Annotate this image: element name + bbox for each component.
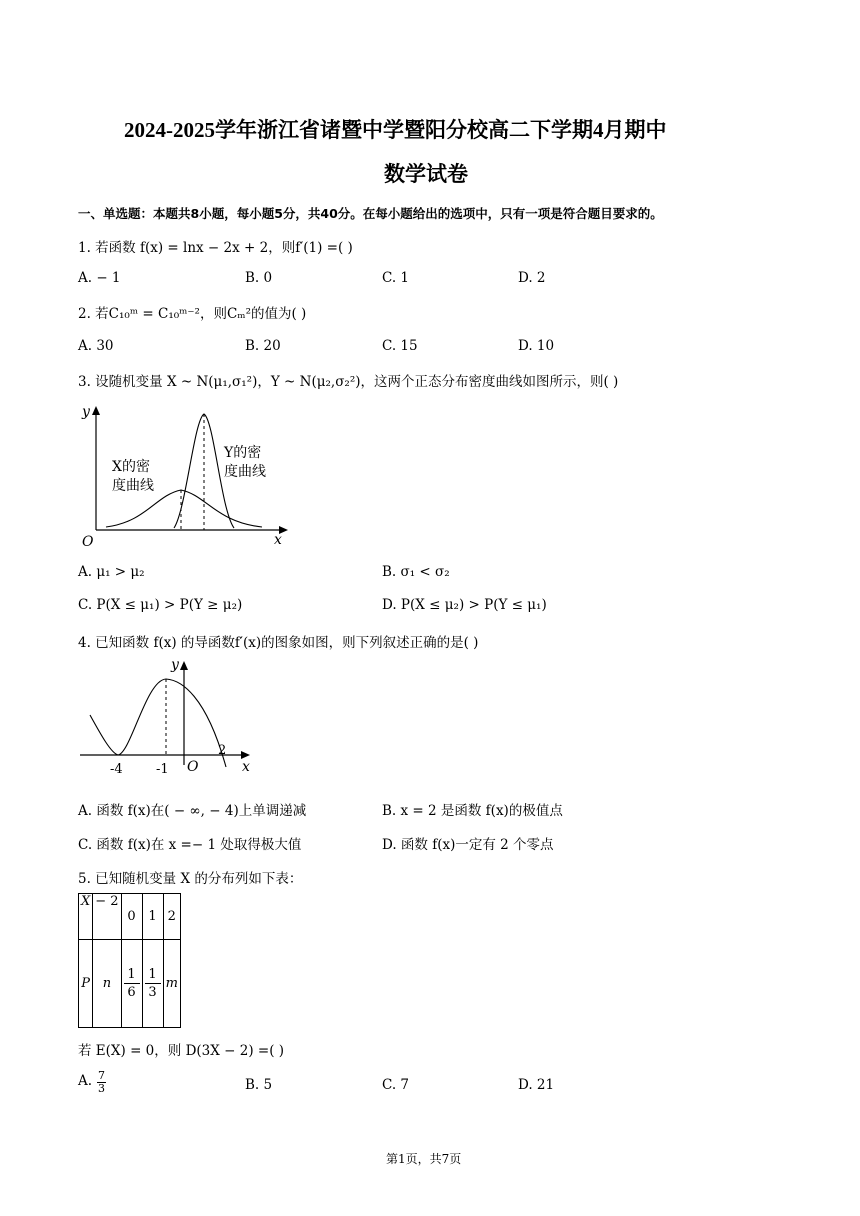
q5-option-a-label: A. — [78, 1072, 93, 1089]
question-3: 3. 设随机变量 X ~ N(μ₁,σ₁²)，Y ~ N(μ₂,σ₂²)，这两个正态分布密度曲线如图所示，则( ) — [78, 374, 619, 390]
table-cell-p-one-third — [142, 940, 163, 1028]
question-2: 2. 若C₁₀ᵐ = C₁₀ᵐ⁻²，则Cₘ²的值为( ) — [78, 306, 307, 322]
q2-option-b: B. 20 — [245, 338, 281, 354]
q5-option-b: B. 5 — [245, 1077, 273, 1093]
q3-option-c: C. P(X ≤ μ₁) > P(Y ≥ μ₂) — [78, 597, 243, 613]
figure4-tick-2: 2 — [218, 743, 227, 758]
q4-option-c: C. 函数 f(x)在 x =− 1 处取得极大值 — [78, 837, 302, 853]
question-4: 4. 已知函数 f(x) 的导函数f′(x)的图象如图，则下列叙述正确的是( ) — [78, 635, 479, 651]
figure4-y-label: y — [171, 657, 179, 673]
table-cell-x-2: 2 — [163, 894, 180, 940]
figure4-tick-neg1: -1 — [156, 762, 169, 777]
fraction-denominator: 6 — [127, 985, 136, 1000]
q3-option-b: B. σ₁ < σ₂ — [382, 564, 450, 580]
table-cell-x-0: 0 — [121, 894, 142, 940]
q4-option-a: A. 函数 f(x)在( − ∞, − 4)上单调递减 — [78, 803, 307, 819]
q1-option-c: C. 1 — [382, 270, 410, 286]
question-5-followup: 若 E(X) = 0，则 D(3X − 2) =( ) — [78, 1043, 285, 1059]
section-heading: 一、单选题：本题共8小题，每小题5分，共40分。在每小题给出的选项中，只有一项是符合题目要求的。 — [78, 206, 663, 221]
q3-option-d: D. P(X ≤ μ₂) > P(Y ≤ μ₁) — [382, 597, 547, 613]
q1-option-b: B. 0 — [245, 270, 273, 286]
q2-option-a: A. 30 — [78, 338, 114, 354]
question-5: 5. 已知随机变量 X 的分布列如下表： — [78, 871, 303, 887]
table-cell-p-m: m — [163, 940, 180, 1028]
question-1: 1. 若函数 f(x) = lnx − 2x + 2，则f′(1) =( ) — [78, 240, 353, 256]
x-curve-label-1: X的密 — [112, 459, 150, 475]
q5-option-d: D. 21 — [518, 1077, 555, 1093]
figure3-x-label: x — [274, 532, 282, 548]
q5-option-a — [78, 1072, 92, 1089]
q2-option-c: C. 15 — [382, 338, 418, 354]
q1-option-a: A. − 1 — [78, 270, 121, 286]
y-curve-label-1: Y的密 — [224, 445, 262, 461]
table-header-p: P — [79, 940, 93, 1028]
q2-option-d: D. 10 — [518, 338, 555, 354]
table-cell-x-neg2: − 2 — [93, 894, 121, 940]
fraction-denominator: 3 — [148, 985, 157, 1000]
figure4-origin-label: O — [187, 759, 199, 775]
figure3-origin-label: O — [82, 534, 94, 550]
derivative-curve — [90, 679, 226, 767]
page-footer: 第1页，共7页 — [386, 1152, 462, 1166]
figure4-tick-neg4: -4 — [110, 762, 123, 777]
normal-density-figure — [76, 400, 296, 550]
x-curve-label-2: 度曲线 — [112, 478, 154, 494]
page-title-line1: 2024-2025学年浙江省诸暨中学暨阳分校高二下学期4月期中 — [124, 118, 667, 142]
y-curve-label-2: 度曲线 — [224, 464, 266, 480]
q4-option-d: D. 函数 f(x)一定有 2 个零点 — [382, 837, 554, 853]
table-cell-x-1: 1 — [142, 894, 163, 940]
q1-option-d: D. 2 — [518, 270, 546, 286]
distribution-table — [78, 893, 181, 1028]
table-cell-p-n: n — [93, 940, 121, 1028]
q5-option-a-denominator: 3 — [98, 1082, 105, 1095]
figure4-x-label: x — [242, 759, 250, 775]
q5-option-a-fraction: 7 3 — [98, 1069, 105, 1095]
table-cell-p-one-sixth — [121, 940, 142, 1028]
q5-option-c: C. 7 — [382, 1077, 410, 1093]
fraction-numerator: 1 — [145, 966, 161, 984]
page-title-line2: 数学试卷 — [384, 162, 468, 186]
table-header-x: X — [79, 894, 93, 940]
q3-option-a: A. μ₁ > μ₂ — [78, 564, 145, 580]
derivative-graph-figure — [76, 655, 266, 780]
figure3-y-label: y — [82, 404, 90, 420]
fraction-numerator: 1 — [124, 966, 140, 984]
q4-option-b: B. x = 2 是函数 f(x)的极值点 — [382, 803, 563, 819]
